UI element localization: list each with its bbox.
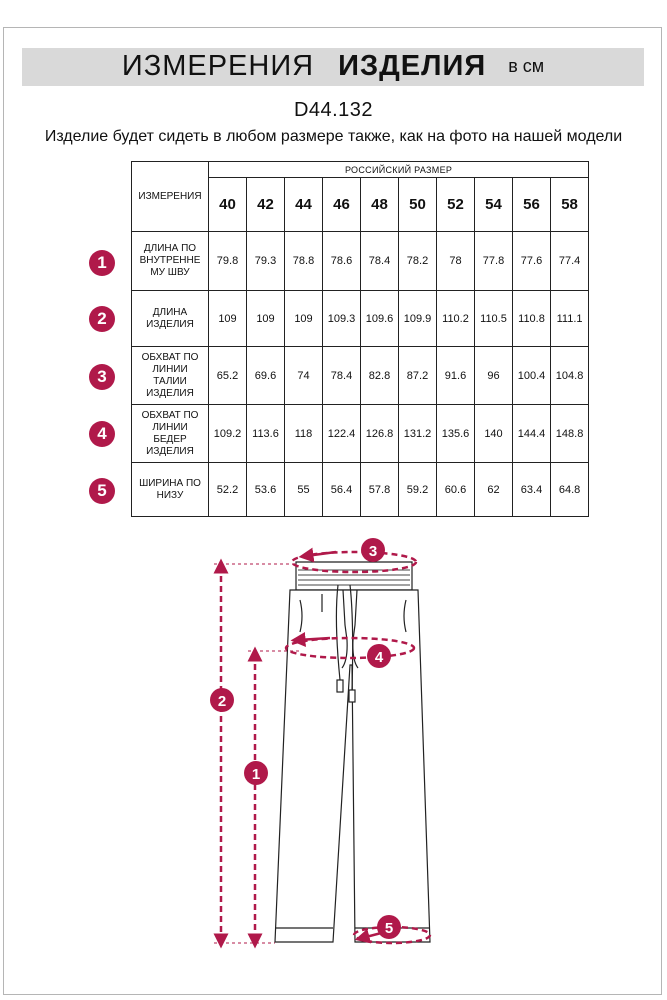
value-cell: 82.8 <box>361 347 399 405</box>
value-cell: 126.8 <box>361 405 399 463</box>
size-header: 52 <box>437 178 475 232</box>
row-label-line: ВНУТРЕННЕ <box>139 255 201 266</box>
row-label-line: ЛИНИИ <box>152 363 188 375</box>
value-cell: 78.4 <box>323 347 361 405</box>
row-label-line: НИЗУ <box>156 489 184 501</box>
value-cell: 77.6 <box>513 232 551 291</box>
value-cell: 110.5 <box>475 291 513 347</box>
value-cell: 140 <box>475 405 513 463</box>
row-number-badge: 4 <box>89 421 115 447</box>
value-cell: 57.8 <box>361 463 399 517</box>
row-label-line: МУ ШВУ <box>150 267 190 278</box>
value-cell: 56.4 <box>323 463 361 517</box>
row-label-line: ОБХВАТ ПО <box>141 409 199 421</box>
value-cell: 113.6 <box>247 405 285 463</box>
value-cell: 77.4 <box>551 232 589 291</box>
marker-4 <box>367 644 391 668</box>
value-cell: 122.4 <box>323 405 361 463</box>
value-cell: 62 <box>475 463 513 517</box>
value-cell: 63.4 <box>513 463 551 517</box>
value-cell: 104.8 <box>551 347 589 405</box>
marker-5 <box>377 915 401 939</box>
marker-label: 1 <box>251 766 261 783</box>
measure-header: ИЗМЕРЕНИЯ <box>132 162 209 232</box>
value-cell: 118 <box>285 405 323 463</box>
measurement-row <box>132 291 589 347</box>
value-cell: 78.8 <box>285 232 323 291</box>
header-row-system <box>132 162 589 178</box>
size-header: 44 <box>285 178 323 232</box>
trousers-diagram <box>0 530 667 960</box>
size-header: 50 <box>399 178 437 232</box>
value-cell: 78.6 <box>323 232 361 291</box>
row-label <box>132 291 209 347</box>
model-code: D44.132 <box>293 99 374 121</box>
size-header: 56 <box>513 178 551 232</box>
value-cell: 69.6 <box>247 347 285 405</box>
size-header: 46 <box>323 178 361 232</box>
row-label-line: БЕДЕР <box>153 433 187 445</box>
value-cell: 52.2 <box>209 463 247 517</box>
row-number-badge: 2 <box>89 306 115 332</box>
value-cell: 109.3 <box>323 291 361 347</box>
value-cell: 110.2 <box>437 291 475 347</box>
size-header: 48 <box>361 178 399 232</box>
row-label-line: ИЗДЕЛИЯ <box>146 318 194 330</box>
value-cell: 53.6 <box>247 463 285 517</box>
marker-1 <box>244 761 268 785</box>
value-cell: 91.6 <box>437 347 475 405</box>
measurement-row <box>132 347 589 405</box>
measurement-row <box>132 232 589 291</box>
title-unit: в см <box>508 56 545 76</box>
value-cell: 78.4 <box>361 232 399 291</box>
value-cell: 96 <box>475 347 513 405</box>
marker-3 <box>361 538 385 562</box>
row-label-line: ТАЛИИ <box>153 375 187 387</box>
title-bar <box>22 48 644 86</box>
value-cell: 64.8 <box>551 463 589 517</box>
marker-label: 5 <box>384 920 394 937</box>
value-cell: 79.8 <box>209 232 247 291</box>
value-cell: 111.1 <box>551 291 589 347</box>
row-label-line: ИЗДЕЛИЯ <box>146 445 194 457</box>
size-system-header: РОССИЙСКИЙ РАЗМЕР <box>209 162 589 178</box>
row-label-line: ИЗДЕЛИЯ <box>146 387 194 399</box>
fit-note: Изделие будет сидеть в любом размере также, как на фото на нашей модели <box>44 128 623 145</box>
row-label <box>132 463 209 517</box>
row-number-badge: 1 <box>89 250 115 276</box>
size-header: 40 <box>209 178 247 232</box>
value-cell: 148.8 <box>551 405 589 463</box>
row-label-line: ОБХВАТ ПО <box>141 351 199 363</box>
row-label <box>132 405 209 463</box>
value-cell: 65.2 <box>209 347 247 405</box>
value-cell: 78 <box>437 232 475 291</box>
row-number-badge: 3 <box>89 364 115 390</box>
marker-label: 4 <box>374 649 384 666</box>
value-cell: 110.8 <box>513 291 551 347</box>
row-label-line: ДЛИНА ПО <box>143 243 197 254</box>
value-cell: 135.6 <box>437 405 475 463</box>
value-cell: 79.3 <box>247 232 285 291</box>
row-label-line: ДЛИНА <box>152 306 188 318</box>
row-label-line: ШИРИНА ПО <box>139 477 201 489</box>
marker-2 <box>210 688 234 712</box>
row-label-line: ЛИНИИ <box>152 421 188 433</box>
title-word-item: ИЗДЕЛИЯ <box>338 50 487 82</box>
size-header: 42 <box>247 178 285 232</box>
value-cell: 109.2 <box>209 405 247 463</box>
value-cell: 109 <box>247 291 285 347</box>
value-cell: 100.4 <box>513 347 551 405</box>
value-cell: 109 <box>285 291 323 347</box>
value-cell: 59.2 <box>399 463 437 517</box>
value-cell: 77.8 <box>475 232 513 291</box>
measurement-row <box>132 463 589 517</box>
marker-label: 3 <box>368 543 378 560</box>
row-number-badge: 5 <box>89 478 115 504</box>
size-table <box>131 161 589 517</box>
value-cell: 60.6 <box>437 463 475 517</box>
row-label <box>132 232 209 291</box>
value-cell: 109.6 <box>361 291 399 347</box>
value-cell: 109 <box>209 291 247 347</box>
value-cell: 131.2 <box>399 405 437 463</box>
marker-label: 2 <box>217 693 227 710</box>
row-label <box>132 347 209 405</box>
size-header: 54 <box>475 178 513 232</box>
value-cell: 87.2 <box>399 347 437 405</box>
measurement-row <box>132 405 589 463</box>
title-word-measurements: ИЗМЕРЕНИЯ <box>121 50 315 82</box>
value-cell: 109.9 <box>399 291 437 347</box>
value-cell: 55 <box>285 463 323 517</box>
value-cell: 78.2 <box>399 232 437 291</box>
value-cell: 74 <box>285 347 323 405</box>
waist-arrow <box>306 552 336 556</box>
value-cell: 144.4 <box>513 405 551 463</box>
size-header: 58 <box>551 178 589 232</box>
